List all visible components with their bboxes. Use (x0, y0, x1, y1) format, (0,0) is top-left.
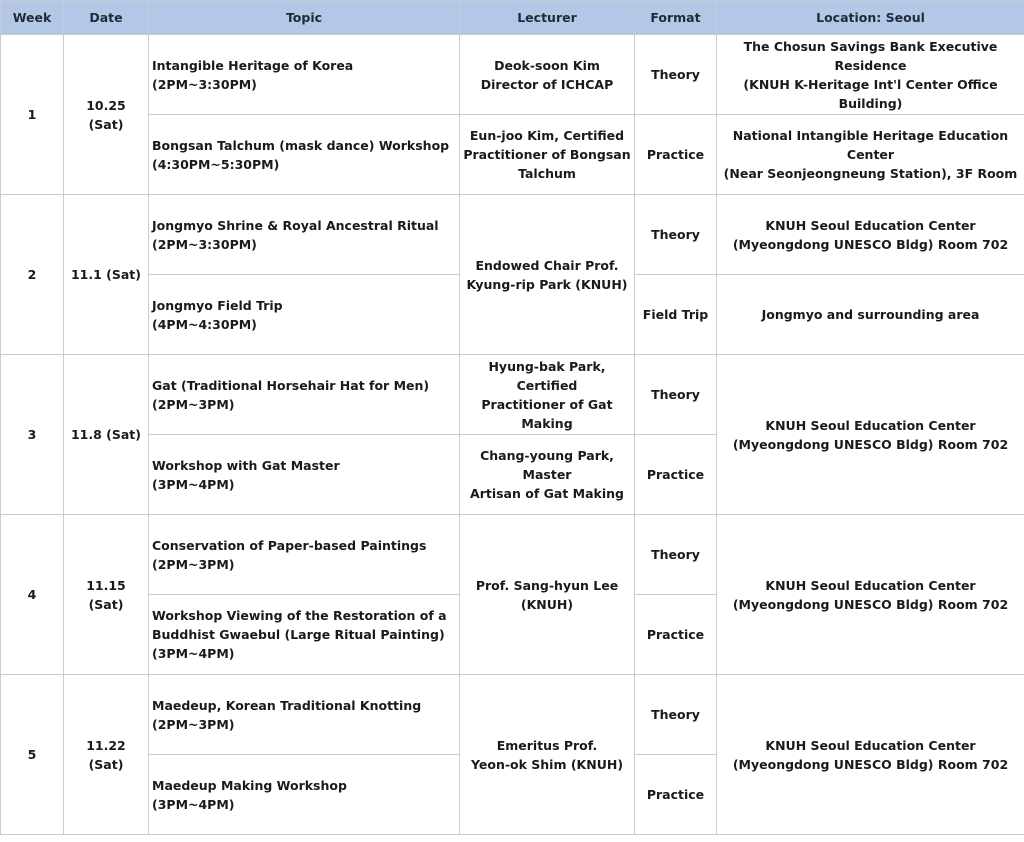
topic-time: (4PM~4:30PM) (152, 316, 257, 332)
location-cell (717, 675, 1024, 835)
topic-title: Maedeup Making Workshop (152, 777, 347, 793)
location-line: Jongmyo and surrounding area (761, 307, 980, 322)
topic-time: (3PM~4PM) (152, 476, 235, 492)
topic-cell (149, 195, 460, 275)
location-line: KNUH Seoul Education Center (765, 417, 976, 433)
week-number: 3 (1, 355, 64, 515)
topic-cell (149, 675, 460, 755)
format-cell: Practice (635, 595, 717, 675)
location-line: KNUH Seoul Education Center (765, 737, 976, 753)
location-line: (Near Seonjeongneung Station), 3F Room (723, 166, 1018, 181)
lecturer-line: Deok-soon Kim (494, 57, 600, 73)
topic-time: (2PM~3:30PM) (152, 76, 257, 92)
week-number: 2 (1, 195, 64, 355)
location-line: (Myeongdong UNESCO Bldg) Room 702 (732, 236, 1009, 252)
header-topic: Topic (149, 1, 460, 35)
topic-time: (3PM~4PM) (152, 796, 235, 812)
header-format: Format (635, 1, 717, 35)
topic-title: Maedeup, Korean Traditional Knotting (152, 697, 422, 713)
topic-title: Gat (Traditional Horsehair Hat for Men) (152, 377, 430, 393)
lecturer-line: (KNUH) (520, 596, 574, 612)
topic-time: (2PM~3:30PM) (152, 236, 257, 252)
location-cell (717, 195, 1024, 275)
lecturer-line: Talchum (518, 166, 576, 181)
location-line: (KNUH K-Heritage Int'l Center Office Building) (743, 76, 998, 111)
week-number: 1 (1, 35, 64, 195)
location-line: KNUH Seoul Education Center (765, 217, 976, 233)
format-cell: Theory (635, 195, 717, 275)
topic-cell (149, 275, 460, 355)
table-row (1, 675, 1024, 755)
format-cell: Theory (635, 675, 717, 755)
topic-title: Bongsan Talchum (mask dance) Workshop (152, 137, 450, 153)
topic-cell (149, 35, 460, 115)
table-row (1, 355, 1024, 435)
topic-cell (149, 435, 460, 515)
lecturer-line: Prof. Sang-hyun Lee (475, 577, 619, 593)
topic-cell (149, 355, 460, 435)
format-cell: Theory (635, 515, 717, 595)
topic-cell (149, 115, 460, 195)
location-cell (717, 35, 1024, 115)
lecturer-cell (460, 195, 635, 355)
topic-time: (2PM~3PM) (152, 556, 235, 572)
week-date: 11.1 (Sat) (64, 195, 149, 355)
lecturer-line: Artisan of Gat Making (470, 486, 624, 501)
week-date: 11.22 (Sat) (64, 675, 149, 835)
table-row (1, 515, 1024, 595)
lecturer-line: Chang-young Park, Master (480, 448, 614, 482)
lecturer-cell (460, 35, 635, 115)
topic-title: Intangible Heritage of Korea (152, 57, 354, 73)
location-line: National Intangible Heritage Education Center (732, 128, 1009, 162)
week-number: 5 (1, 675, 64, 835)
lecturer-line: Hyung-bak Park, Certified (488, 358, 606, 393)
lecturer-line: Emeritus Prof. (496, 737, 598, 753)
week-date: 11.8 (Sat) (64, 355, 149, 515)
header-location: Location: Seoul (717, 1, 1024, 35)
table-row (1, 35, 1024, 115)
topic-time: (2PM~3PM) (152, 716, 235, 732)
lecturer-line: Yeon-ok Shim (KNUH) (470, 756, 624, 772)
location-line: (Myeongdong UNESCO Bldg) Room 702 (732, 436, 1009, 452)
topic-time: (4:30PM~5:30PM) (152, 156, 280, 172)
topic-title: Workshop Viewing of the Restoration of a (152, 608, 447, 623)
lecturer-cell (460, 515, 635, 675)
format-cell: Theory (635, 35, 717, 115)
header-lecturer: Lecturer (460, 1, 635, 35)
header-week: Week (1, 1, 64, 35)
table-row (1, 195, 1024, 275)
week-date: 10.25 (Sat) (64, 35, 149, 195)
lecturer-line: Endowed Chair Prof. (475, 257, 619, 273)
location-cell (717, 275, 1024, 355)
lecturer-cell (460, 115, 635, 195)
topic-title: Conservation of Paper-based Paintings (152, 537, 427, 553)
header-row (1, 1, 1024, 35)
topic-time: (3PM~4PM) (152, 646, 235, 661)
lecturer-cell (460, 435, 635, 515)
location-cell (717, 515, 1024, 675)
topic-title: Jongmyo Field Trip (152, 297, 283, 313)
format-cell: Theory (635, 355, 717, 435)
topic-cell (149, 515, 460, 595)
table-row (1, 115, 1024, 195)
format-cell: Practice (635, 115, 717, 195)
lecturer-line: Kyung-rip Park (KNUH) (466, 276, 628, 292)
topic-time: (2PM~3PM) (152, 396, 235, 412)
lecturer-line: Practitioner of Gat Making (481, 396, 613, 431)
location-line: The Chosun Savings Bank Executive Residence (743, 38, 998, 73)
location-line: (Myeongdong UNESCO Bldg) Room 702 (732, 756, 1009, 772)
topic-title: Workshop with Gat Master (152, 457, 340, 473)
format-cell: Practice (635, 435, 717, 515)
topic-cell (149, 595, 460, 675)
topic-title: Jongmyo Shrine & Royal Ancestral Ritual (152, 217, 439, 233)
week-number: 4 (1, 515, 64, 675)
week-date: 11.15 (Sat) (64, 515, 149, 675)
location-line: KNUH Seoul Education Center (765, 577, 976, 593)
location-cell (717, 355, 1024, 515)
lecturer-cell (460, 675, 635, 835)
location-cell (717, 115, 1024, 195)
topic-cell (149, 755, 460, 835)
format-cell: Field Trip (635, 275, 717, 355)
header-date: Date (64, 1, 149, 35)
location-line: (Myeongdong UNESCO Bldg) Room 702 (732, 596, 1009, 612)
lecturer-line: Eun-joo Kim, Certified (469, 128, 625, 143)
format-cell: Practice (635, 755, 717, 835)
topic-title: Buddhist Gwaebul (Large Ritual Painting) (152, 627, 445, 642)
lecturer-cell (460, 355, 635, 435)
lecturer-line: Director of ICHCAP (480, 76, 614, 92)
lecturer-line: Practitioner of Bongsan (463, 147, 631, 162)
